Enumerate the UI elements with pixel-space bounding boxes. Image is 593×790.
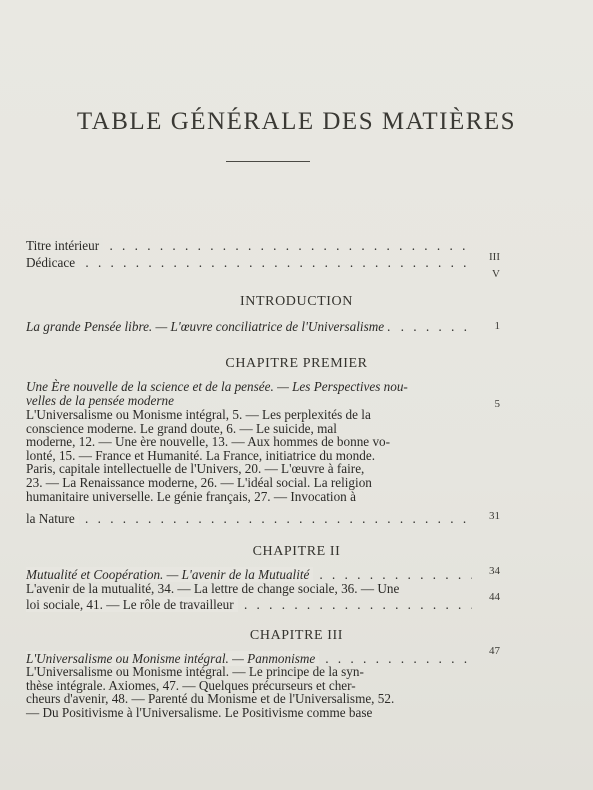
toc-page-titre: III — [489, 251, 500, 263]
chapitre-2-page-b: 44 — [489, 591, 500, 603]
chapitre-1-summary — [26, 408, 472, 503]
summary-line: conscience moderne. Le grand doute, 6. — Le suicide, mal — [26, 420, 337, 436]
toc-page-dedicace: V — [492, 268, 500, 280]
toc-entry-titre: Titre intérieur . . . — [26, 238, 472, 253]
summary-line: L'avenir de la mutualité, 34. — La lettre de change sociale, 36. — Une — [26, 581, 400, 596]
summary-line: — Du Positivisme à l'Universalisme. Le Positivisme comme base — [26, 704, 373, 720]
chapitre-3-title: L'Universalisme ou Monisme intégral. — Panmonisme . . . — [26, 651, 472, 666]
chapitre-2-page-a: 34 — [489, 565, 500, 577]
chapitre-1-heading: CHAPITRE PREMIER — [225, 356, 368, 371]
summary-line: 23. — La Renaissance moderne, 26. — L'idéal social. La religion — [26, 474, 372, 490]
chapitre-1-page-b: 31 — [489, 510, 500, 522]
chapitre-2-summary — [26, 582, 472, 596]
summary-line: thèse intégrale. Axiomes, 47. — Quelques précurseurs et cher- — [26, 677, 356, 693]
chapitre-1-title — [26, 380, 472, 407]
summary-line: L'Universalisme ou Monisme intégral. — Le principe de la syn- — [26, 664, 364, 679]
introduction-heading: INTRODUCTION — [240, 294, 353, 309]
chapitre-3-page-a: 47 — [489, 645, 500, 657]
chapitre-3-heading: CHAPITRE III — [249, 628, 344, 643]
summary-line: L'Universalisme ou Monisme intégral, 5. — Les perplexités de la — [26, 407, 371, 422]
summary-line: cheurs d'avenir, 48. — Parenté du Monisme et de l'Universalisme, 52. — [26, 691, 395, 707]
page-title: TABLE GÉNÉRALE DES MATIÈRES — [76, 108, 517, 135]
chapitre-1-page-a: 5 — [494, 398, 500, 410]
chapitre-3-summary — [26, 665, 472, 719]
introduction-page: 1 — [494, 320, 500, 332]
introduction-entry: La grande Pensée libre. — L'œuvre conciliatrice de l'Universalisme . . . . — [26, 319, 472, 334]
title-rule — [226, 161, 310, 162]
summary-line: lonté, 15. — France et Humanité. La France, initiatrice du monde. — [26, 447, 375, 463]
chapitre-1-title-line: velles de la pensée moderne — [26, 392, 174, 408]
summary-line: moderne, 12. — Une ère nouvelle, 13. — Aux hommes de bonne vo- — [26, 434, 391, 450]
chapitre-2-title: Mutualité et Coopération. — L'avenir de la Mutualité . . . — [26, 567, 472, 582]
summary-line: humanitaire universelle. Le génie français, 27. — Invocation à — [26, 488, 356, 504]
chapitre-2-last-line: loi sociale, 41. — Le rôle de travailleur . . . — [26, 597, 472, 612]
chapitre-1-title-line: Une Ère nouvelle de la science et de la pensée. — Les Perspectives nou- — [26, 379, 408, 394]
summary-line: Paris, capitale intellectuelle de l'Univers, 20. — L'œuvre à faire, — [26, 461, 365, 477]
chapitre-1-last-line: la Nature . . . — [26, 511, 472, 526]
toc-entry-dedicace: Dédicace . . . — [26, 255, 472, 270]
chapitre-2-heading: CHAPITRE II — [252, 544, 341, 559]
